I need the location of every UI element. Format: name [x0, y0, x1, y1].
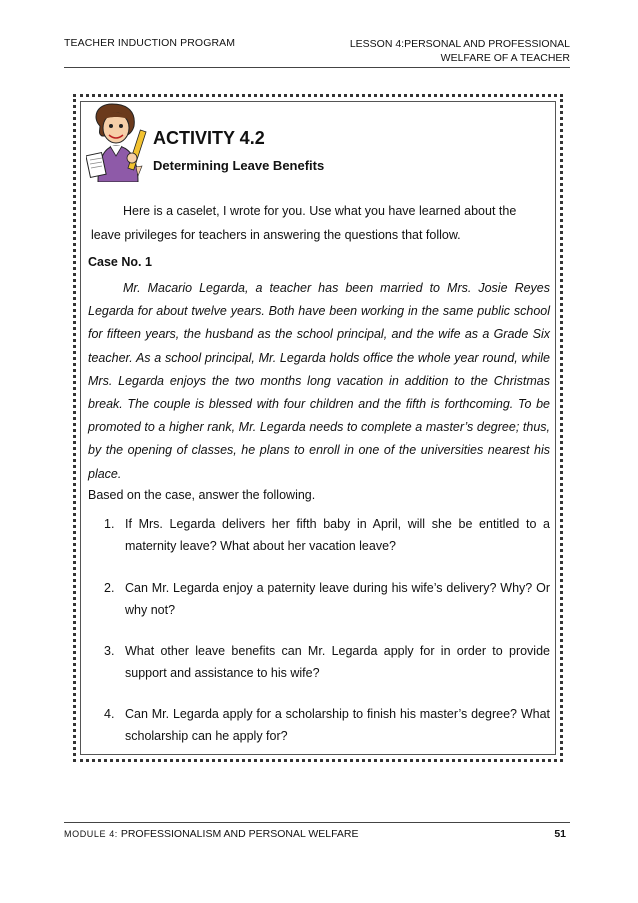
footer-divider [64, 822, 570, 823]
page-number: 51 [554, 828, 566, 840]
header-lesson-line2: WELFARE OF A TEACHER [440, 52, 570, 64]
activity-subtitle: Determining Leave Benefits [153, 158, 325, 173]
question-item [104, 577, 550, 621]
intro-line-1: Here is a caselet, I wrote for you. Use what you have learned about the [123, 204, 517, 218]
question-text: If Mrs. Legarda delivers her fifth baby in April, will she be entitled to a maternity leave? What about her vacation leave? [125, 517, 550, 553]
activity-title: ACTIVITY 4.2 [153, 128, 265, 148]
question-number: 2. [104, 581, 115, 595]
instruction-text: Based on the case, answer the following. [88, 488, 316, 502]
question-text: What other leave benefits can Mr. Legarda apply for in order to provide support and assistance to his wife? [125, 644, 550, 680]
question-number: 1. [104, 517, 115, 531]
question-number: 3. [104, 644, 115, 658]
header-program-title: TEACHER INDUCTION PROGRAM [64, 37, 236, 49]
intro-line-2: leave privileges for teachers in answering the questions that follow. [91, 228, 461, 242]
footer-module-title: PROFESSIONALISM AND PERSONAL WELFARE [117, 828, 359, 840]
teacher-with-pencil-icon [86, 100, 150, 182]
header-lesson-title [310, 37, 570, 65]
footer-module [64, 828, 359, 840]
question-item [104, 703, 550, 747]
question-number: 4. [104, 707, 115, 721]
question-text: Can Mr. Legarda enjoy a paternity leave during his wife’s delivery? Why? Or why not? [125, 581, 550, 617]
case-text: Mr. Macario Legarda, a teacher has been married to Mrs. Josie Reyes Legarda for about twelve years. Both have been working in the same public school for fifteen years, the husband as the school principal, and the wife as a Grade Six teacher. As a school principal, Mr. Legarda holds office the whole year round, while Mrs. Legarda enjoys the two months long vacation in addition to the Christmas break. The couple is blessed with four children and the fifth is forthcoming. To be promoted to a higher rank, Mr. Legarda needs to complete a master’s degree; thus, by the opening of classes, he plans to enroll in one of the universities nearest his place. [88, 281, 550, 481]
header-lesson-line1: LESSON 4:PERSONAL AND PROFESSIONAL [349, 38, 570, 50]
footer-module-label: MODULE 4: [64, 829, 118, 839]
case-label: Case No. 1 [88, 255, 152, 269]
header-divider [64, 67, 570, 68]
question-text: Can Mr. Legarda apply for a scholarship to finish his master’s degree? What scholarship can he apply for? [125, 707, 550, 743]
question-item [104, 640, 550, 684]
question-item [104, 513, 550, 557]
